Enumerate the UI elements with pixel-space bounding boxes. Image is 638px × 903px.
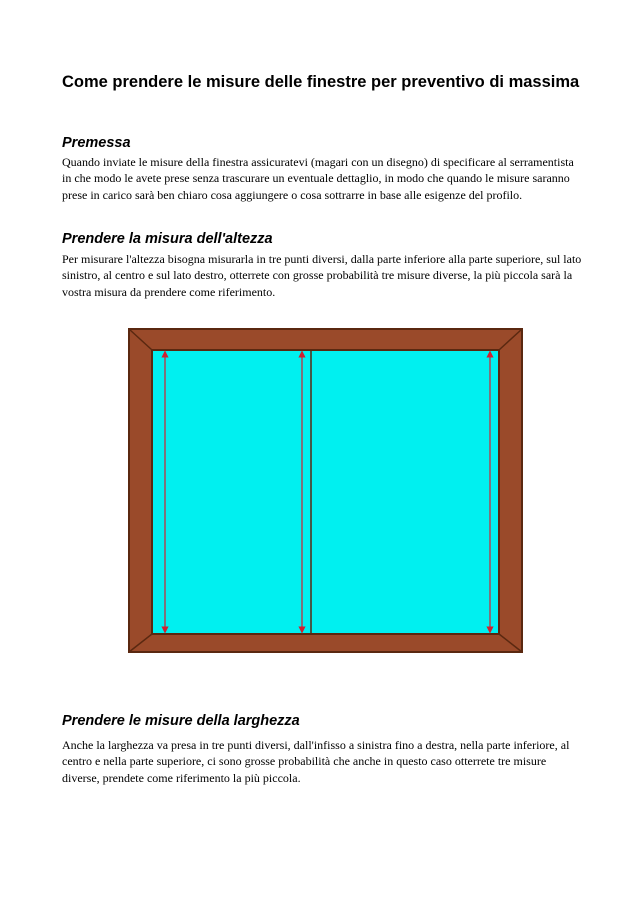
window-glass bbox=[152, 350, 499, 634]
paragraph-premessa: Quando inviate le misure della finestra assicuratevi (magari con un disegno) di specificare al serramentista in che modo le avete prese senza trascurare un eventuale dettaglio, in modo che quando le misure saranno prese in carico sarà ben chiaro cosa aggiungere o cosa sottrarre in base alle esigenze del profilo. bbox=[62, 155, 574, 202]
heading-larghezza: Prendere le misure della larghezza bbox=[62, 713, 300, 729]
window-height-diagram bbox=[128, 328, 523, 653]
heading-altezza: Prendere la misura dell'altezza bbox=[62, 231, 273, 247]
heading-premessa: Premessa bbox=[62, 135, 131, 151]
page-title: Come prendere le misure delle finestre per preventivo di massima bbox=[62, 73, 580, 91]
paragraph-larghezza: Anche la larghezza va presa in tre punti diversi, dall'infisso a sinistra fino a destra, nella parte inferiore, al centro e nella parte superiore, ci sono grosse probabilità che anche in questo caso otterrete tre misure diverse, prendete come riferimento la più piccola. bbox=[62, 738, 570, 785]
paragraph-altezza: Per misurare l'altezza bisogna misurarla in tre punti diversi, dalla parte inferiore alla parte superiore, sul lato sinistro, al centro e sul lato destro, otterrete con grosse probabilità tre misure diverse, la più piccola sarà la vostra misura da prendere come riferimento. bbox=[62, 252, 582, 299]
